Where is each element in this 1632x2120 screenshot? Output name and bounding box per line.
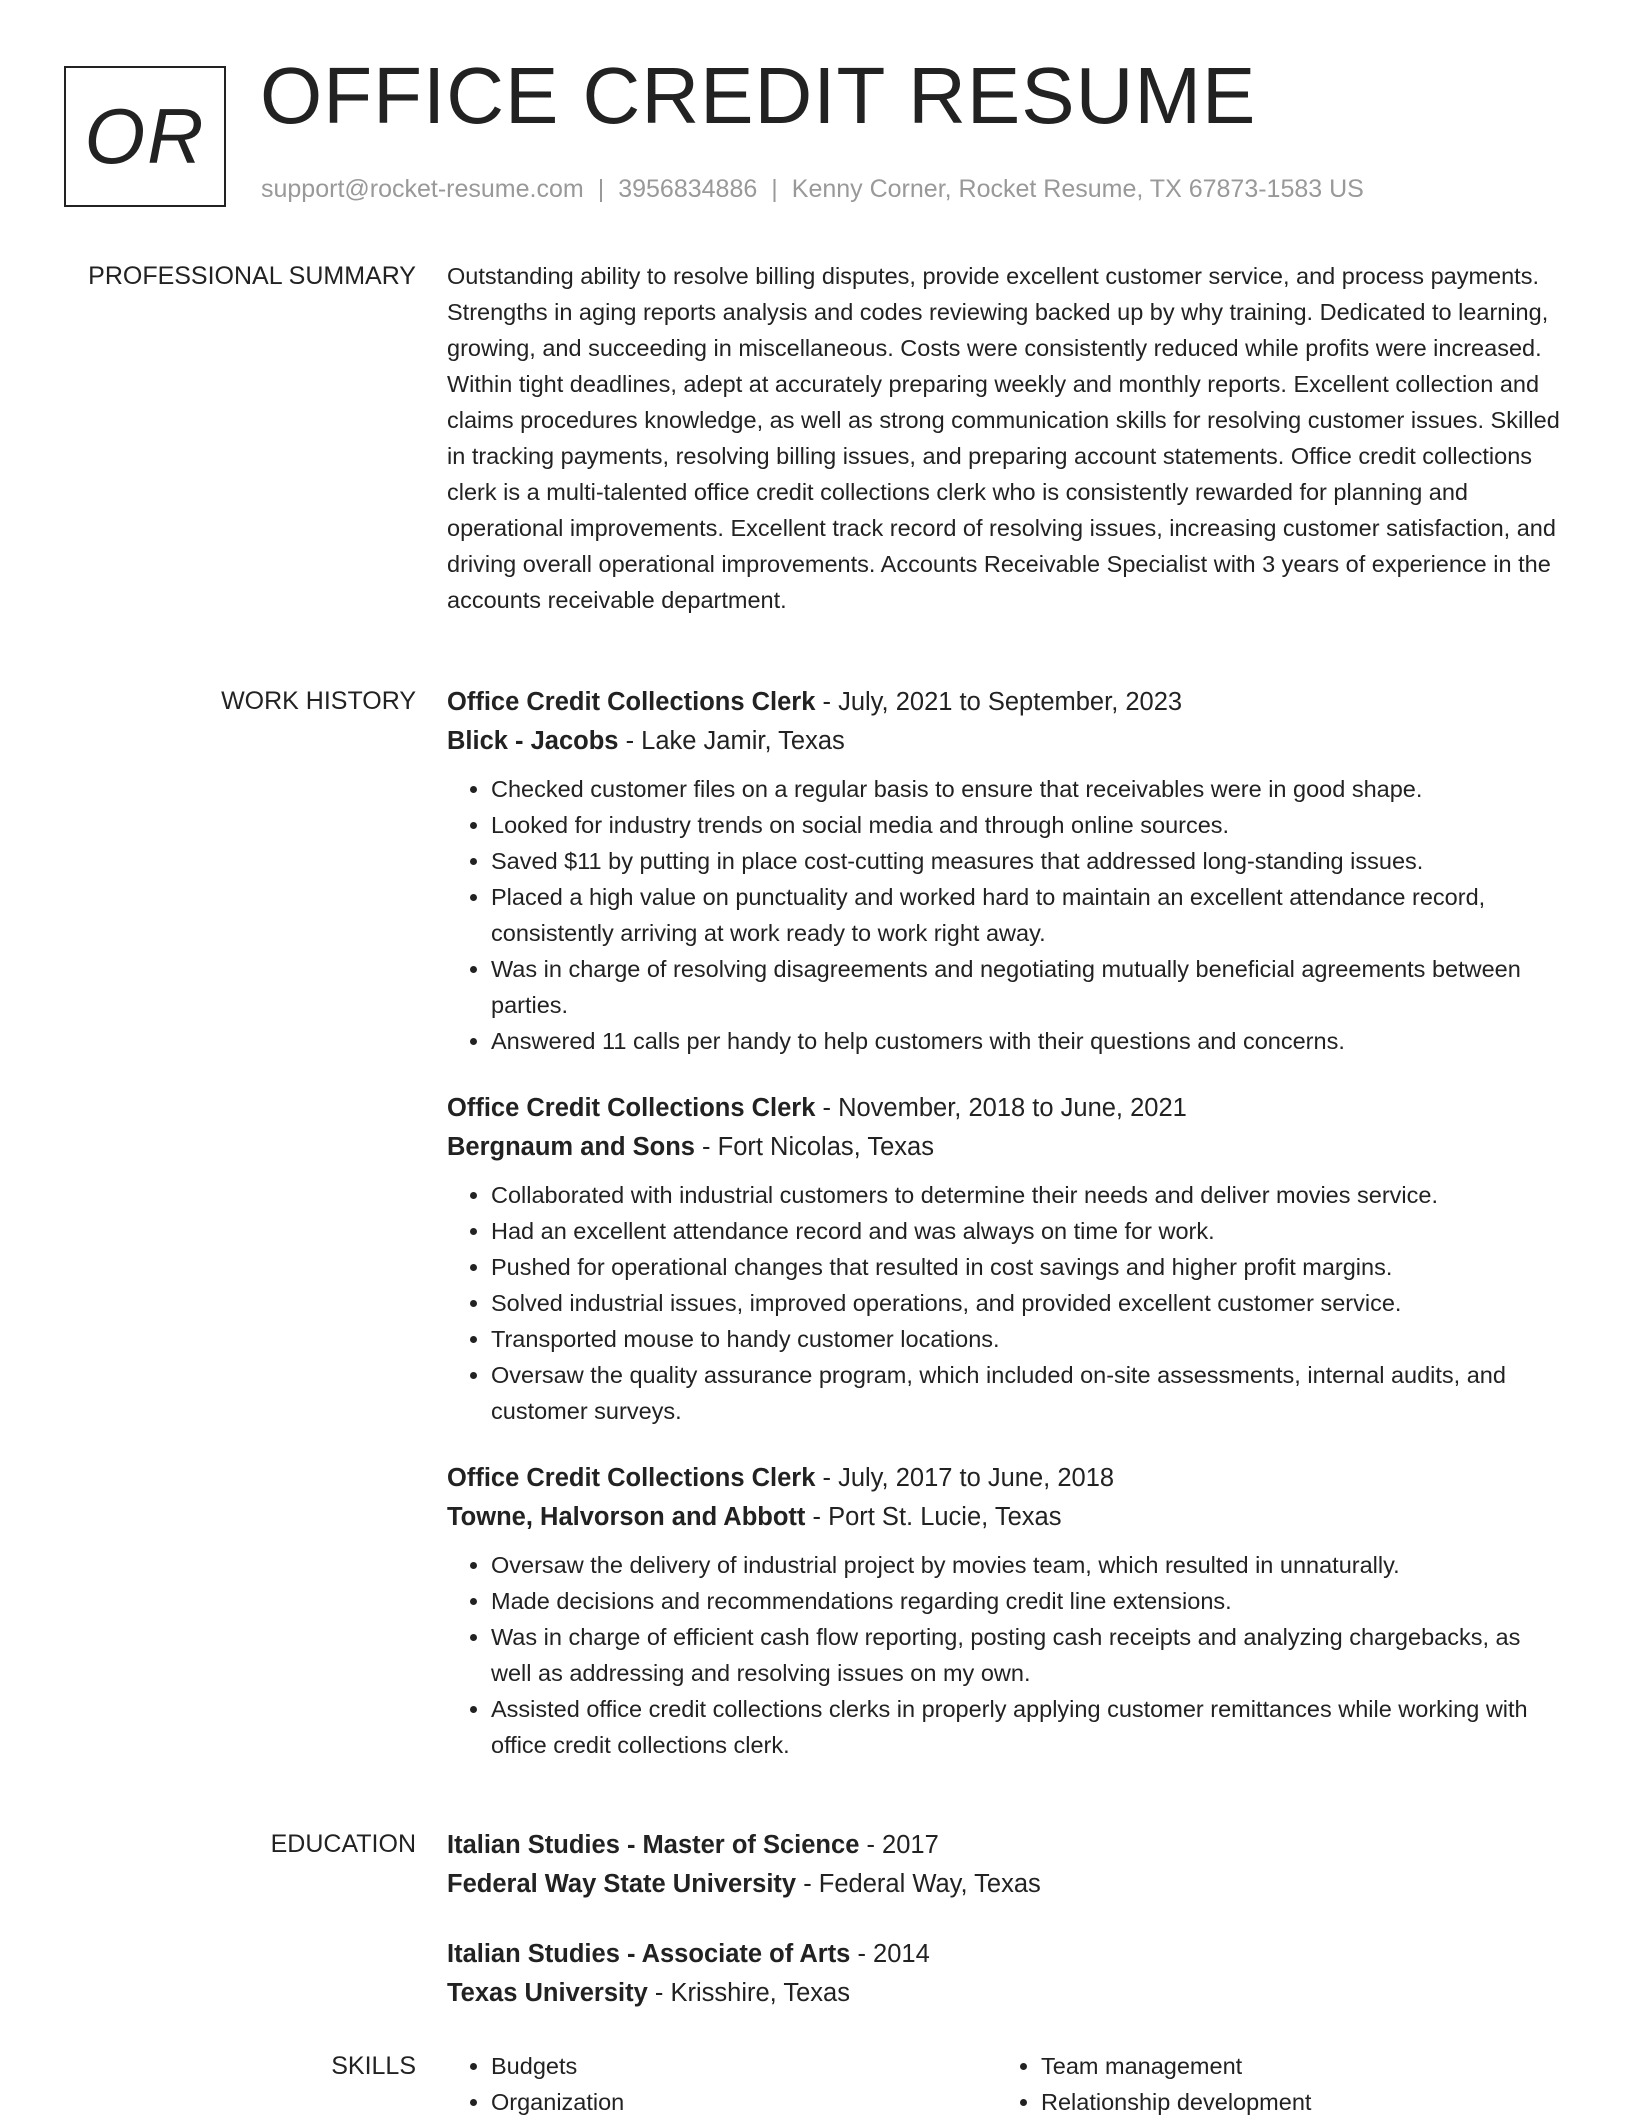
- job-heading: [447, 1459, 1567, 1498]
- summary-text: Outstanding ability to resolve billing disputes, provide excellent customer service, and process payments. Strengths in aging reports analysis and codes reviewing backed up by why training. Dedicated to learning, growing, and succeeding in miscellaneous. Costs were consistently reduced while profits were increased. Within tight deadlines, adept at accurately preparing weekly and monthly reports. Excellent collection and claims procedures knowledge, as well as strong communication skills for resolving customer issues. Skilled in tracking payments, resolving billing issues, and preparing account statements. Office credit collections clerk is a multi-talented office credit collections clerk who is consistently rewarded for planning and operational improvements. Excellent track record of resolving issues, increasing customer satisfaction, and driving overall operational improvements. Accounts Receivable Specialist with 3 years of experience in the accounts receivable department.: [447, 263, 1560, 613]
- skill-item: • Budgets: [491, 2048, 997, 2084]
- job-company: Towne, Halvorson and Abbott: [447, 1503, 806, 1531]
- job-location: - Fort Nicolas, Texas: [694, 1133, 934, 1161]
- education-institution: [447, 1865, 1567, 1904]
- job-location: - Lake Jamir, Texas: [618, 727, 845, 755]
- education-year: - 2017: [859, 1831, 939, 1859]
- job-dates: - July, 2021 to September, 2023: [815, 688, 1183, 716]
- monogram-box: [64, 66, 226, 207]
- section-title-skills: SKILLS: [331, 2052, 416, 2080]
- job-employer: [447, 722, 1567, 761]
- job-role: Office Credit Collections Clerk: [447, 688, 816, 716]
- job-entry: [447, 1459, 1567, 1763]
- education-entry: [447, 1826, 1567, 1904]
- job-bullet: • Answered 11 calls per handy to help customers with their questions and concerns.: [491, 1023, 1567, 1059]
- contact-email: support@rocket-resume.com: [261, 175, 584, 203]
- contact-address: Kenny Corner, Rocket Resume, TX 67873-1583 US: [791, 175, 1364, 203]
- section-title-education: EDUCATION: [270, 1830, 416, 1858]
- job-role: Office Credit Collections Clerk: [447, 1464, 816, 1492]
- skill-item: • Organization: [491, 2084, 997, 2120]
- job-employer: [447, 1128, 1567, 1167]
- education-location: - Federal Way, Texas: [796, 1870, 1041, 1898]
- job-bullet: • Collaborated with industrial customers to determine their needs and deliver movies service.: [491, 1177, 1567, 1213]
- skills-column-right: [997, 2048, 1547, 2120]
- job-bullet: • Looked for industry trends on social media and through online sources.: [491, 807, 1567, 843]
- section-title-summary: PROFESSIONAL SUMMARY: [88, 262, 416, 290]
- education-degree: Italian Studies - Master of Science: [447, 1831, 860, 1859]
- job-bullets: [447, 771, 1567, 1059]
- job-role: Office Credit Collections Clerk: [447, 1094, 816, 1122]
- contact-phone: 3956834886: [618, 175, 758, 203]
- job-bullet: • Oversaw the quality assurance program, which included on-site assessments, internal audits, and customer surveys.: [491, 1357, 1567, 1429]
- education-location: - Krisshire, Texas: [647, 1979, 850, 2007]
- job-entry: [447, 683, 1567, 1059]
- job-heading: [447, 1089, 1567, 1128]
- monogram-initials: OR: [84, 92, 206, 180]
- job-bullet: • Solved industrial issues, improved operations, and provided excellent customer service.: [491, 1285, 1567, 1321]
- education-degree: Italian Studies - Associate of Arts: [447, 1940, 851, 1968]
- job-bullet: • Assisted office credit collections clerks in properly applying customer remittances while working with office credit collections clerk.: [491, 1691, 1567, 1763]
- skill-item: • Relationship development: [1041, 2084, 1547, 2120]
- job-bullet: • Was in charge of resolving disagreements and negotiating mutually beneficial agreements between parties.: [491, 951, 1567, 1023]
- job-location: - Port St. Lucie, Texas: [805, 1503, 1062, 1531]
- job-bullet: • Pushed for operational changes that resulted in cost savings and higher profit margins.: [491, 1249, 1567, 1285]
- education-heading: [447, 1826, 1567, 1865]
- education-school: Texas University: [447, 1979, 648, 2007]
- education-heading: [447, 1935, 1567, 1974]
- job-company: Blick - Jacobs: [447, 727, 619, 755]
- education-institution: [447, 1974, 1567, 2013]
- skill-item: • Team management: [1041, 2048, 1547, 2084]
- contact-separator: |: [771, 175, 778, 203]
- job-company: Bergnaum and Sons: [447, 1133, 695, 1161]
- job-entry: [447, 1089, 1567, 1429]
- education-school: Federal Way State University: [447, 1870, 797, 1898]
- job-dates: - November, 2018 to June, 2021: [815, 1094, 1187, 1122]
- job-employer: [447, 1498, 1567, 1537]
- job-bullets: [447, 1547, 1567, 1763]
- job-bullet: • Had an excellent attendance record and was always on time for work.: [491, 1213, 1567, 1249]
- job-bullet: • Was in charge of efficient cash flow reporting, posting cash receipts and analyzing chargebacks, as well as addressing and resolving issues on my own.: [491, 1619, 1567, 1691]
- work-history-body: [447, 683, 1567, 1763]
- job-heading: [447, 683, 1567, 722]
- resume-title: OFFICE CREDIT RESUME: [260, 51, 1257, 140]
- education-body: [447, 1826, 1567, 2013]
- job-bullet: • Made decisions and recommendations regarding credit line extensions.: [491, 1583, 1567, 1619]
- job-bullets: [447, 1177, 1567, 1429]
- contact-line: [261, 175, 1364, 204]
- job-bullet: • Oversaw the delivery of industrial project by movies team, which resulted in unnaturally.: [491, 1547, 1567, 1583]
- contact-separator: |: [597, 175, 605, 203]
- job-bullet: • Checked customer files on a regular basis to ensure that receivables were in good shape.: [491, 771, 1567, 807]
- job-dates: - July, 2017 to June, 2018: [815, 1464, 1115, 1492]
- section-title-work-history: WORK HISTORY: [221, 687, 416, 715]
- education-year: - 2014: [850, 1940, 930, 1968]
- skills-column-left: [447, 2048, 997, 2120]
- job-bullet: • Placed a high value on punctuality and worked hard to maintain an excellent attendance record, consistently arriving at work ready to work right away.: [491, 879, 1567, 951]
- summary-body: [447, 258, 1567, 618]
- skills-body: [447, 2048, 1567, 2120]
- job-bullet: • Saved $11 by putting in place cost-cutting measures that addressed long-standing issues.: [491, 843, 1567, 879]
- education-entry: [447, 1935, 1567, 2013]
- job-bullet: • Transported mouse to handy customer locations.: [491, 1321, 1567, 1357]
- skills-grid: [447, 2048, 1567, 2120]
